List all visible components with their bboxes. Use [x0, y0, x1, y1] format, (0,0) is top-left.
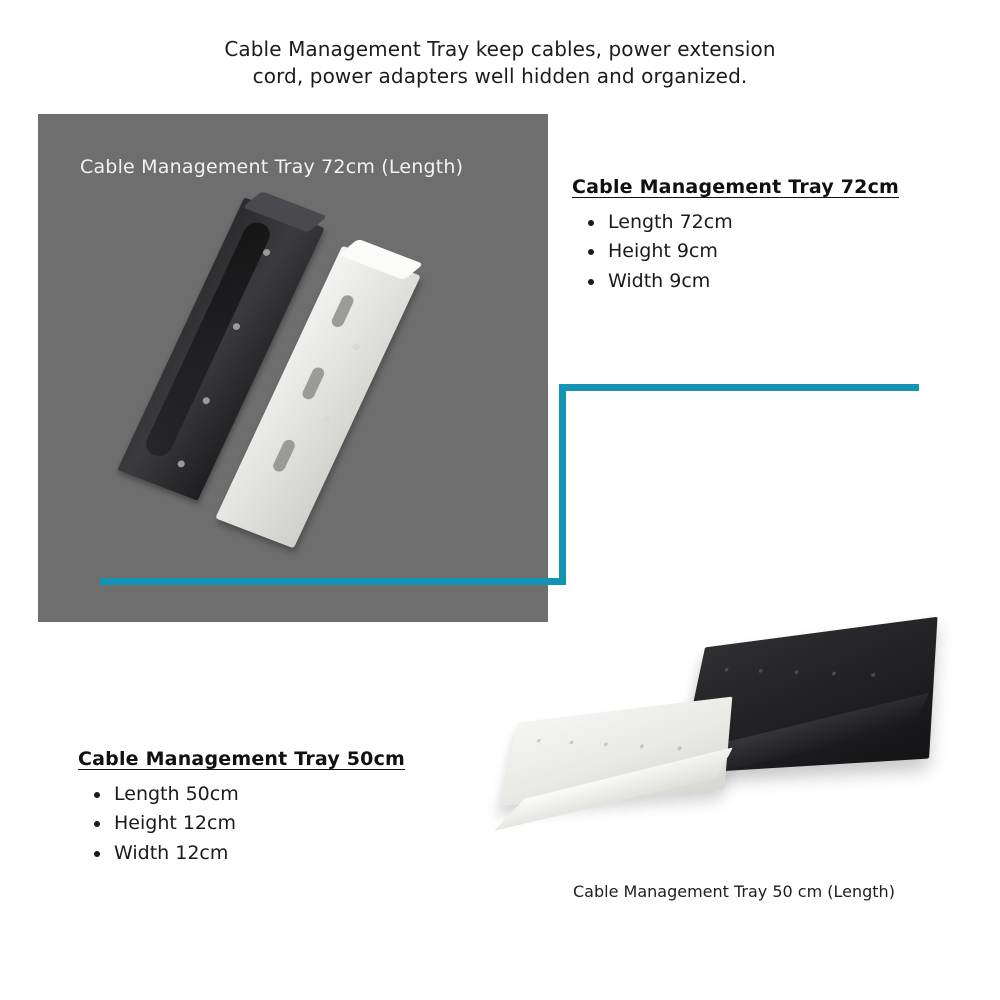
perforation-dot [759, 669, 763, 673]
spec-title-72cm: Cable Management Tray 72cm [572, 176, 900, 198]
tray-illustration-72cm [158, 189, 498, 629]
spec-list-72cm [572, 208, 932, 296]
perforation-dot [537, 739, 541, 743]
vent-slot [330, 294, 356, 329]
list-item: • Height 9cm [606, 237, 932, 266]
screw-dot [262, 248, 272, 257]
product-photo-50cm [480, 615, 950, 875]
list-item: • Length 72cm [606, 208, 932, 237]
list-item: • Height 12cm [112, 809, 458, 838]
connector-line-horizontal-top [559, 384, 919, 391]
perforation-dot [725, 668, 729, 672]
perforation-dot [604, 742, 608, 746]
tray-black-channel [142, 219, 274, 460]
page-title [0, 36, 1000, 90]
list-item: • Length 50cm [112, 780, 458, 809]
connector-line-horizontal-bottom [100, 578, 566, 585]
list-item: • Width 9cm [606, 267, 932, 296]
screw-dot [322, 415, 332, 424]
screw-dot [351, 342, 361, 351]
screw-dot [232, 322, 242, 331]
screw-dot [292, 489, 302, 498]
spec-title-50cm: Cable Management Tray 50cm [78, 748, 406, 770]
perforation-dot [832, 671, 836, 675]
spec-block-50cm [78, 748, 458, 868]
perforation-dot [677, 746, 682, 750]
perforation-dot [871, 673, 875, 677]
page-title-line-1: Cable Management Tray keep cables, power extension [224, 37, 776, 61]
screw-dot [176, 459, 186, 468]
photo-caption-50cm: Cable Management Tray 50 cm (Length) [573, 882, 895, 901]
page-title-line-2: cord, power adapters well hidden and organized. [252, 64, 748, 88]
product-photo-72cm [38, 114, 548, 622]
connector-line-vertical [559, 384, 566, 585]
screw-dot [202, 396, 212, 405]
photo-caption-72cm: Cable Management Tray 72cm (Length) [80, 156, 464, 178]
vent-slot [301, 366, 327, 401]
spec-list-50cm [78, 780, 458, 868]
vent-slot [271, 438, 297, 473]
list-item: • Width 12cm [112, 839, 458, 868]
spec-block-72cm [572, 176, 932, 296]
perforation-dot [569, 740, 573, 744]
perforation-dot [640, 744, 645, 748]
perforation-dot [794, 670, 798, 674]
